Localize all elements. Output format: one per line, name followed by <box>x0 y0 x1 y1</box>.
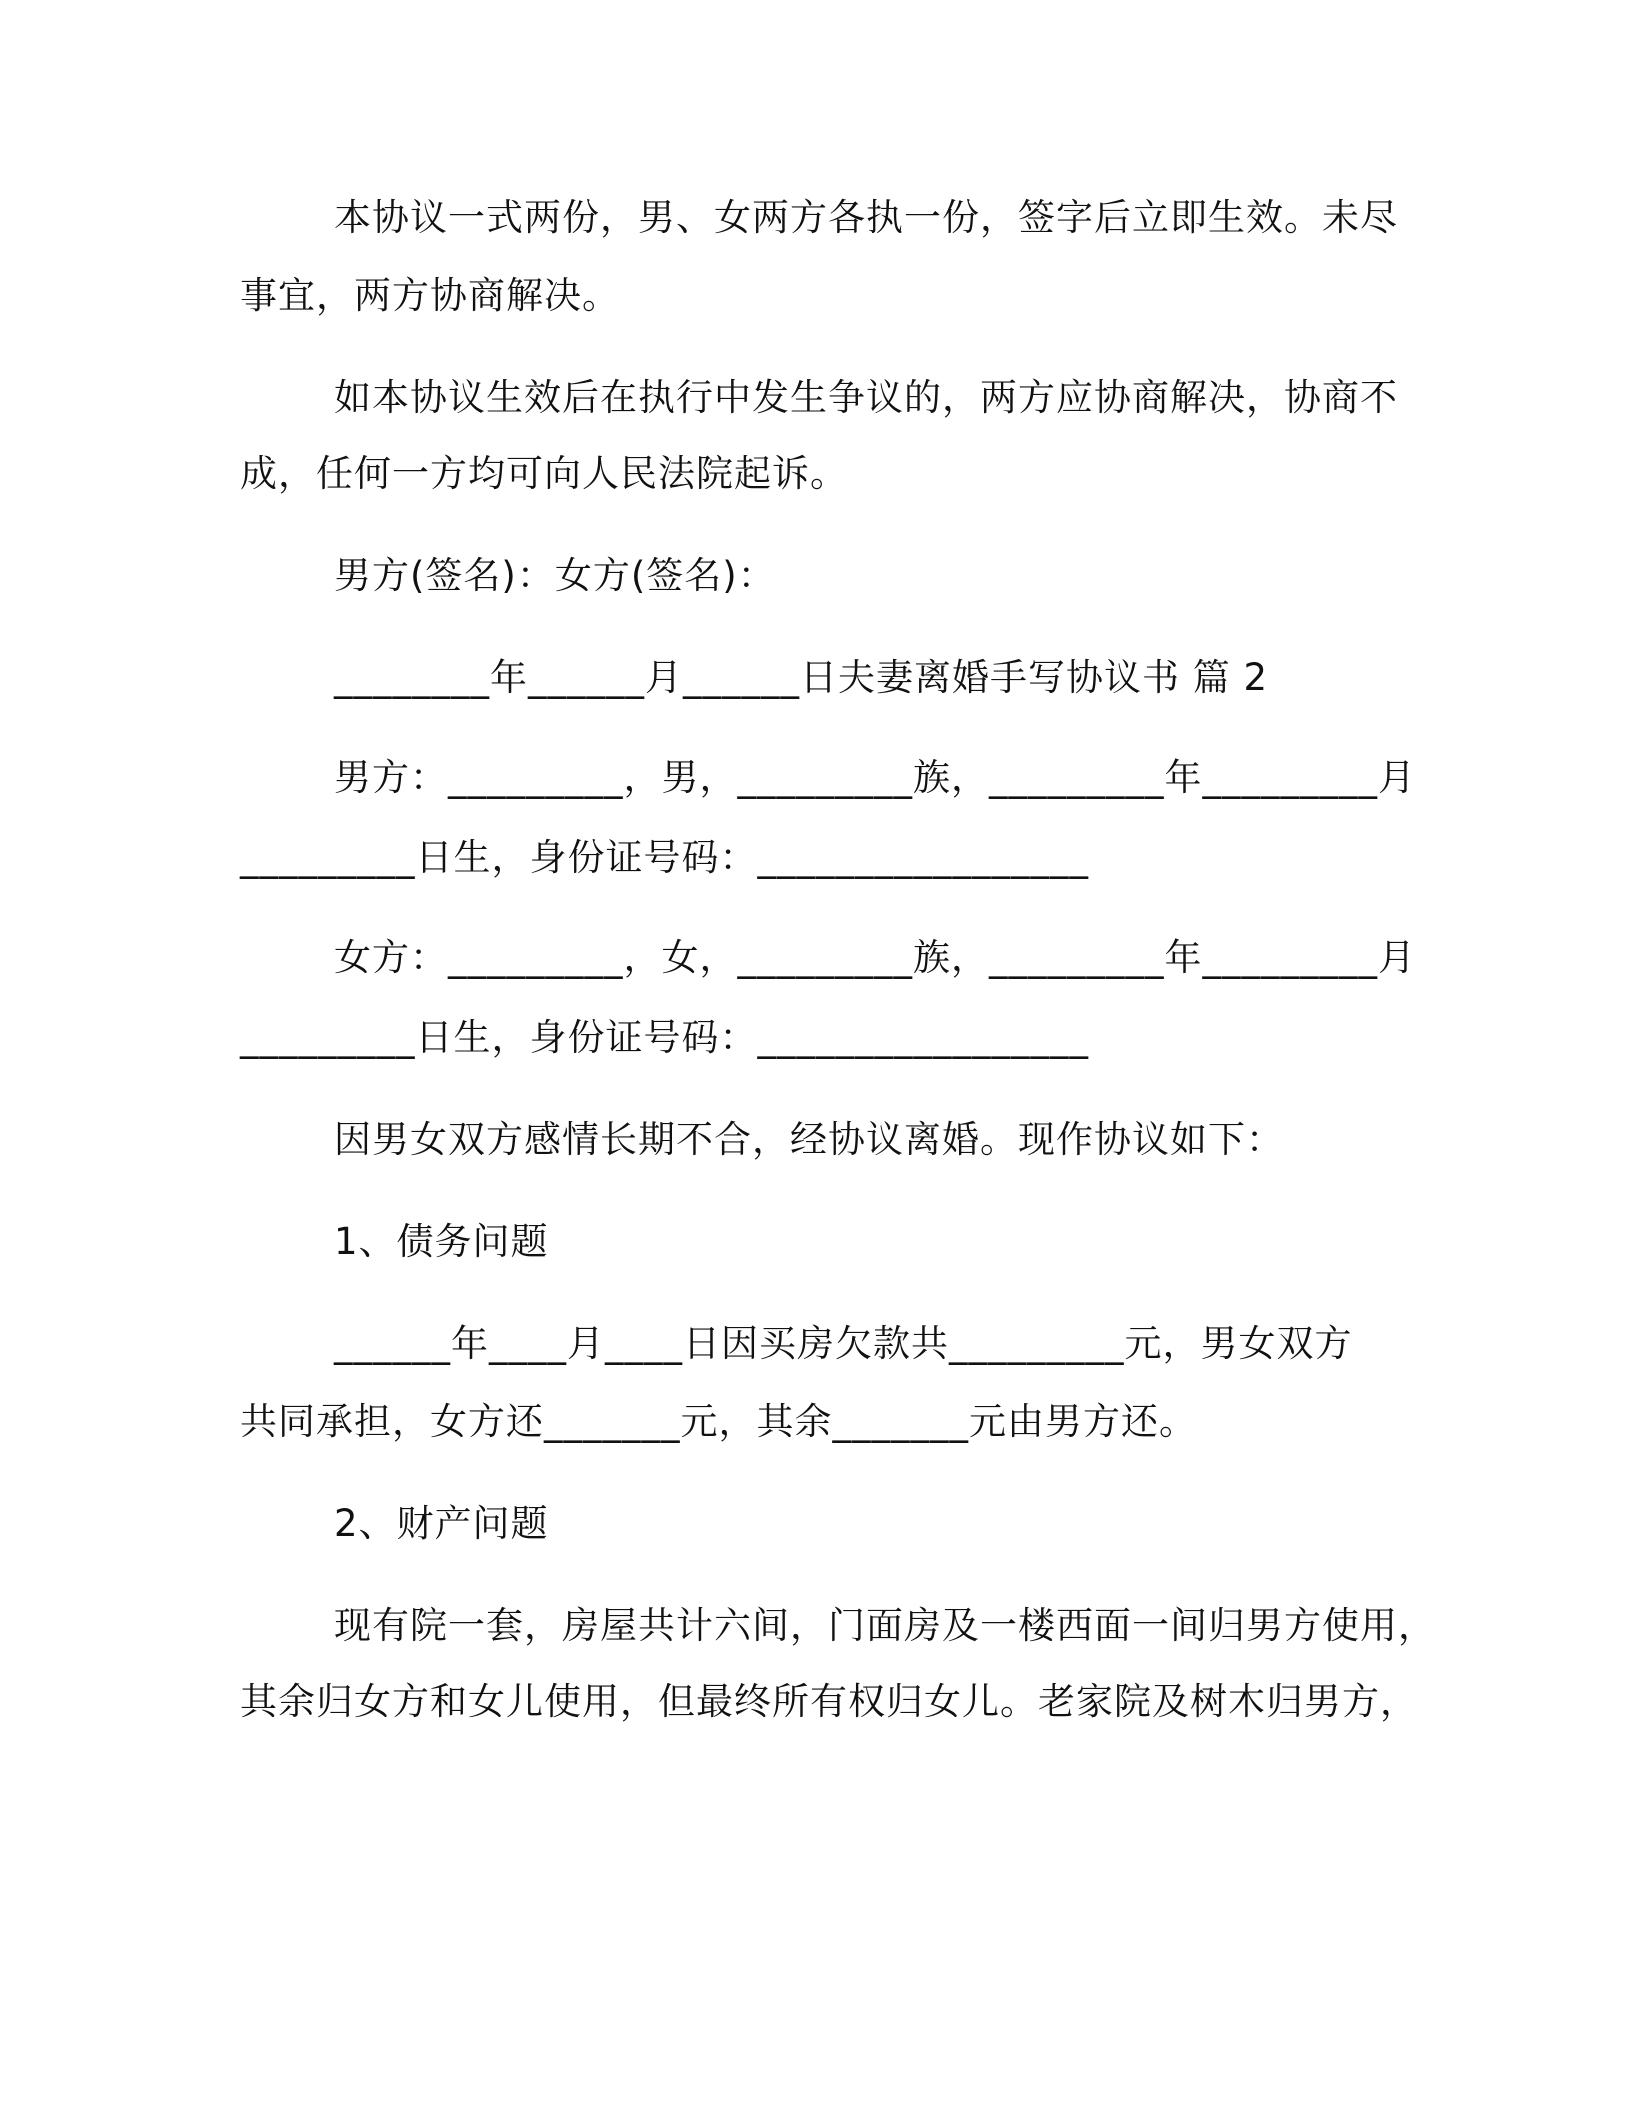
paragraph-dispute-line-1: 如本协议生效后在执行中发生争议的，两方应协商解决，协商不 <box>334 376 1398 419</box>
male-party-info-line-2: _________日生，身份证号码：_________________ <box>240 836 1089 879</box>
date-and-section-title: ________年______月______日夫妻离婚手写协议书 篇 2 <box>334 656 1269 699</box>
divorce-reason-paragraph: 因男女双方感情长期不合，经协议离婚。现作协议如下： <box>334 1118 1284 1161</box>
debt-paragraph-line-1: ______年____月____日因买房欠款共_________元，男女双方 <box>334 1322 1353 1365</box>
paragraph-agreement-copies-line-1: 本协议一式两份，男、女两方各执一份，签字后立即生效。未尽 <box>334 196 1398 239</box>
heading-property-issue: 2、财产问题 <box>334 1502 549 1545</box>
female-party-info-line-2: _________日生，身份证号码：_________________ <box>240 1016 1089 1059</box>
signature-line: 男方(签名)：女方(签名)： <box>334 554 776 597</box>
female-party-info-line-1: 女方：_________，女，_________族，_________年_________月 <box>334 936 1416 979</box>
heading-debt-issue: 1、债务问题 <box>334 1220 549 1263</box>
debt-paragraph-line-2: 共同承担，女方还_______元，其余_______元由男方还。 <box>240 1400 1197 1443</box>
property-paragraph-line-1: 现有院一套，房屋共计六间，门面房及一楼西面一间归男方使用， <box>334 1604 1436 1647</box>
paragraph-dispute-line-2: 成，任何一方均可向人民法院起诉。 <box>240 452 848 495</box>
property-paragraph-line-2: 其余归女方和女儿使用，但最终所有权归女儿。老家院及树木归男方， <box>240 1680 1418 1723</box>
male-party-info-line-1: 男方：_________，男，_________族，_________年_________月 <box>334 756 1416 799</box>
paragraph-agreement-copies-line-2: 事宜，两方协商解决。 <box>240 274 620 317</box>
